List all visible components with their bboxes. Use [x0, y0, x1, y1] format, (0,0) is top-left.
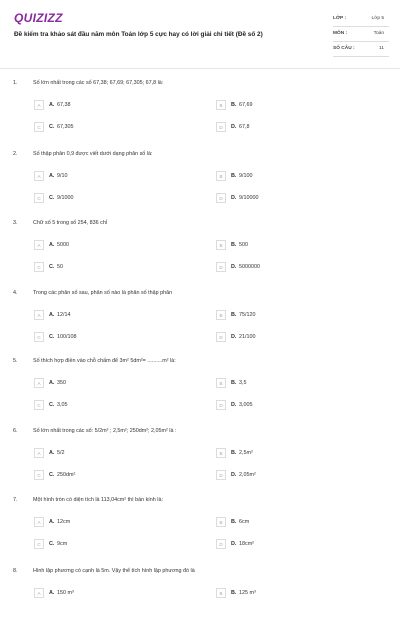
- option-letter: D.: [231, 541, 237, 547]
- option-value: 2,05m²: [239, 472, 256, 478]
- option-letter: A.: [49, 519, 55, 525]
- option-letter: C.: [49, 195, 55, 201]
- meta-key: MÔN :: [333, 31, 348, 36]
- option-letter: A.: [49, 102, 55, 108]
- option-value: 21/100: [239, 334, 256, 340]
- option-value: 350: [57, 380, 66, 386]
- question-number: 3.: [13, 220, 18, 226]
- option-checkbox[interactable]: B: [216, 588, 226, 598]
- option-letter: A.: [49, 590, 55, 596]
- question-4: [0, 290, 400, 350]
- meta-row-subject: [333, 27, 389, 42]
- page-title: Đề kiểm tra khảo sát đầu năm môn Toán lớp 5 cực hay có lời giải chi tiết (Đề số 2): [14, 31, 263, 38]
- question-text: Trong các phân số sau, phân số nào là phân số thập phân: [33, 290, 173, 296]
- option-value: 67,69: [239, 102, 253, 108]
- question-8: [0, 568, 400, 628]
- option-checkbox[interactable]: B: [216, 448, 226, 458]
- option-letter: D.: [231, 334, 237, 340]
- option-checkbox[interactable]: B: [216, 171, 226, 181]
- option-letter: B.: [231, 173, 237, 179]
- option-checkbox[interactable]: D: [216, 332, 226, 342]
- option-value: 3,005: [239, 402, 253, 408]
- option-letter: C.: [49, 124, 55, 130]
- option-value: 12cm: [57, 519, 71, 525]
- question-7: [0, 497, 400, 557]
- option-letter: D.: [231, 472, 237, 478]
- question-number: 7.: [13, 497, 18, 503]
- option-letter: D.: [231, 195, 237, 201]
- option-checkbox[interactable]: D: [216, 262, 226, 272]
- question-text: Số thích hợp điền vào chỗ chấm để 3m² 5dm²= ..........m² là:: [33, 358, 176, 364]
- option-checkbox[interactable]: A: [34, 240, 44, 250]
- question-text: Số lớn nhất trong các số: 5/2m² ; 2,5m²; 250dm²; 2,05m² là :: [33, 428, 177, 434]
- question-number: 1.: [13, 80, 18, 86]
- option-value: 9/10: [57, 173, 68, 179]
- option-letter: B.: [231, 312, 237, 318]
- question-number: 8.: [13, 568, 18, 574]
- option-letter: B.: [231, 450, 237, 456]
- option-letter: C.: [49, 334, 55, 340]
- option-value: 9/10000: [239, 195, 259, 201]
- option-value: 9/1000: [57, 195, 74, 201]
- option-value: 3,05: [57, 402, 68, 408]
- option-letter: D.: [231, 402, 237, 408]
- meta-table: [333, 12, 389, 57]
- worksheet-header: [0, 0, 400, 66]
- option-value: 9cm: [57, 541, 68, 547]
- option-checkbox[interactable]: C: [34, 470, 44, 480]
- question-3: [0, 220, 400, 280]
- option-checkbox[interactable]: D: [216, 539, 226, 549]
- question-text: Chữ số 5 trong số 254, 836 chỉ: [33, 220, 108, 226]
- option-letter: C.: [49, 541, 55, 547]
- option-value: 150 m³: [57, 590, 74, 596]
- option-checkbox[interactable]: A: [34, 448, 44, 458]
- question-text: Hình lập phương có cạnh là 5m. Vậy thể tích hình lập phương đó là: [33, 568, 195, 574]
- option-checkbox[interactable]: B: [216, 100, 226, 110]
- option-letter: D.: [231, 264, 237, 270]
- option-checkbox[interactable]: B: [216, 517, 226, 527]
- question-number: 5.: [13, 358, 18, 364]
- option-value: 12/14: [57, 312, 71, 318]
- question-text: Một hình tròn có diện tích là 113,04cm² thì bán kính là:: [33, 497, 163, 503]
- option-letter: A.: [49, 312, 55, 318]
- option-value: 125 m³: [239, 590, 256, 596]
- option-value: 6cm: [239, 519, 250, 525]
- option-checkbox[interactable]: C: [34, 122, 44, 132]
- option-value: 18cm²: [239, 541, 254, 547]
- option-letter: C.: [49, 472, 55, 478]
- option-checkbox[interactable]: B: [216, 310, 226, 320]
- option-checkbox[interactable]: D: [216, 400, 226, 410]
- meta-value: Toán: [373, 31, 384, 36]
- option-value: 75/120: [239, 312, 256, 318]
- option-letter: C.: [49, 402, 55, 408]
- option-value: 67,305: [57, 124, 74, 130]
- question-5: [0, 358, 400, 418]
- option-checkbox[interactable]: A: [34, 310, 44, 320]
- meta-key: SỐ CÂU :: [333, 46, 355, 51]
- option-checkbox[interactable]: C: [34, 193, 44, 203]
- option-checkbox[interactable]: C: [34, 539, 44, 549]
- header-divider: [0, 68, 400, 69]
- question-number: 6.: [13, 428, 18, 434]
- question-6: [0, 428, 400, 488]
- option-value: 3,5: [239, 380, 247, 386]
- meta-value: Lớp 5: [371, 16, 384, 21]
- option-checkbox[interactable]: A: [34, 588, 44, 598]
- option-checkbox[interactable]: B: [216, 240, 226, 250]
- question-number: 2.: [13, 151, 18, 157]
- option-value: 100/108: [57, 334, 77, 340]
- option-letter: A.: [49, 173, 55, 179]
- option-letter: B.: [231, 102, 237, 108]
- option-checkbox[interactable]: A: [34, 378, 44, 388]
- option-letter: C.: [49, 264, 55, 270]
- option-checkbox[interactable]: A: [34, 100, 44, 110]
- question-number: 4.: [13, 290, 18, 296]
- option-value: 50: [57, 264, 63, 270]
- option-checkbox[interactable]: D: [216, 193, 226, 203]
- option-value: 5000: [57, 242, 69, 248]
- option-checkbox[interactable]: D: [216, 122, 226, 132]
- option-value: 2,5m²: [239, 450, 253, 456]
- option-checkbox[interactable]: C: [34, 332, 44, 342]
- option-value: 5000000: [239, 264, 260, 270]
- question-2: [0, 151, 400, 211]
- option-letter: A.: [49, 380, 55, 386]
- option-letter: A.: [49, 242, 55, 248]
- quizizz-logo: QUIZIZZ: [14, 11, 63, 25]
- question-text: Số lớn nhất trong các số 67,38; 67,69; 67,305; 67,8 là:: [33, 80, 164, 86]
- option-letter: D.: [231, 124, 237, 130]
- option-letter: A.: [49, 450, 55, 456]
- option-value: 67,8: [239, 124, 250, 130]
- question-1: [0, 80, 400, 140]
- option-checkbox[interactable]: A: [34, 517, 44, 527]
- meta-value: 11: [379, 46, 384, 51]
- option-checkbox[interactable]: D: [216, 470, 226, 480]
- option-letter: B.: [231, 380, 237, 386]
- meta-row-class: [333, 12, 389, 27]
- option-value: 67,38: [57, 102, 71, 108]
- option-value: 9/100: [239, 173, 253, 179]
- meta-key: LỚP :: [333, 16, 347, 21]
- question-text: Số thập phân 0,9 được viết dưới dạng phân số là:: [33, 151, 153, 157]
- option-checkbox[interactable]: B: [216, 378, 226, 388]
- option-value: 500: [239, 242, 248, 248]
- option-letter: B.: [231, 590, 237, 596]
- option-letter: B.: [231, 519, 237, 525]
- option-letter: B.: [231, 242, 237, 248]
- meta-row-count: [333, 42, 389, 57]
- option-checkbox[interactable]: C: [34, 262, 44, 272]
- option-value: 5/2: [57, 450, 65, 456]
- option-value: 250dm²: [57, 472, 76, 478]
- option-checkbox[interactable]: C: [34, 400, 44, 410]
- option-checkbox[interactable]: A: [34, 171, 44, 181]
